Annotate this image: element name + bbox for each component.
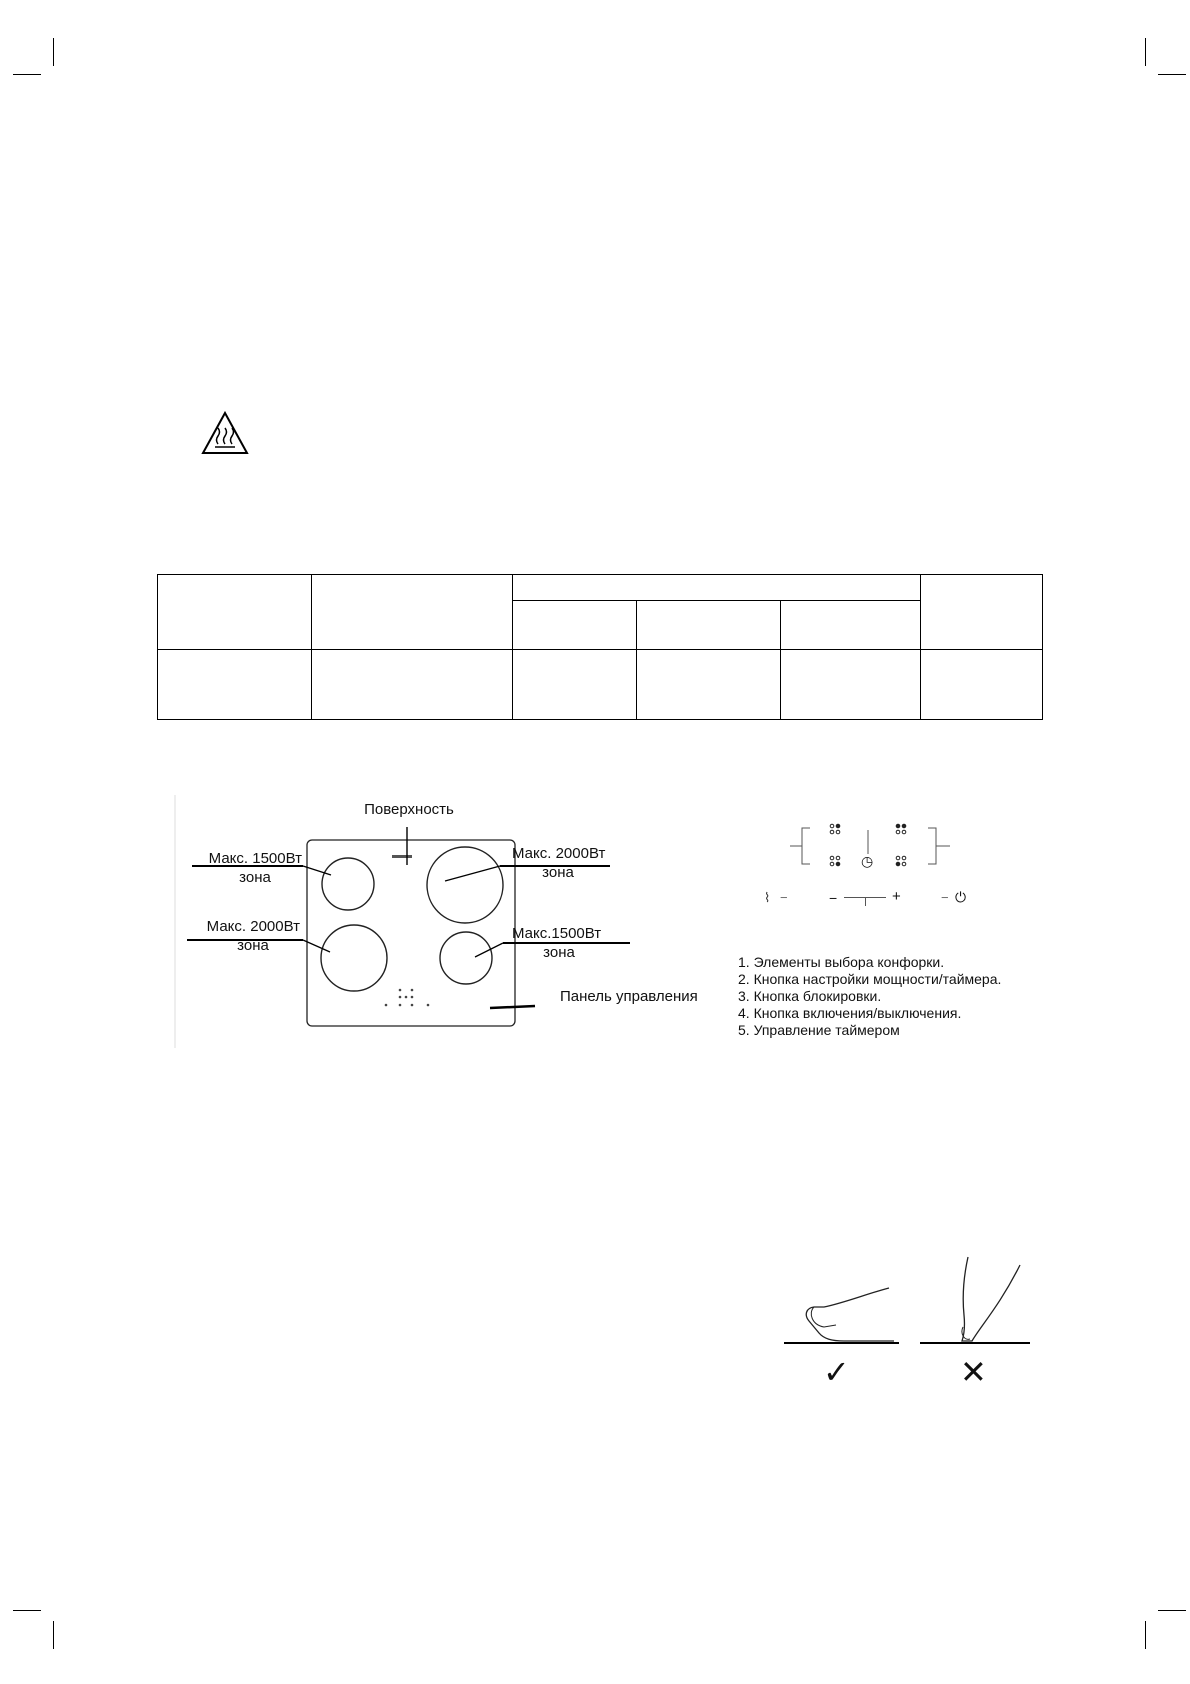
leader-line [445, 866, 500, 881]
cooking-zone-2000-bottom-left [321, 925, 387, 991]
crop-mark [1158, 1610, 1186, 1611]
zone-1500-zone-label: зона [239, 869, 271, 886]
zone-2000-right-zone-label: зона [542, 864, 574, 881]
zone-2000-right-max-label: Макс. 2000Вт [512, 845, 606, 862]
legend-item: 2. Кнопка настройки мощности/таймера. [738, 971, 1002, 987]
slider-tick [865, 897, 866, 906]
zone-1500-right-max-label: Макс.1500Вт [512, 925, 602, 942]
crop-mark [1145, 1621, 1146, 1649]
hob-outline [307, 840, 515, 1026]
table-cell [781, 601, 921, 649]
zone-1500-right-zone-label: зона [543, 944, 575, 961]
table-cell [637, 601, 781, 649]
leader-line [490, 1006, 535, 1008]
table-cell [513, 601, 637, 649]
cooking-zone-1500-top-left [322, 858, 374, 910]
temperature-dash: − [780, 890, 788, 905]
plus-icon: + [892, 888, 901, 905]
table-cell [513, 575, 921, 601]
cooking-zone-2000-top-right [427, 847, 503, 923]
power-icon: ⏻ [955, 889, 967, 905]
surface-label: Поверхность [364, 801, 454, 818]
timer-icon: ◷ [861, 853, 874, 869]
crop-mark [13, 74, 41, 75]
zone-selector-icon [830, 824, 840, 834]
logo-mark [392, 855, 412, 858]
control-panel-label: Панель управления [560, 988, 698, 1005]
control-panel-dots [385, 989, 430, 1007]
zone-selector-icon [896, 824, 906, 834]
correct-check-icon: ✓ [823, 1354, 850, 1390]
table-cell [158, 649, 312, 720]
incorrect-touch-illustration [920, 1255, 1032, 1347]
hot-surface-warning-icon [200, 410, 250, 456]
correct-touch-illustration [784, 1285, 904, 1345]
crop-mark [1145, 38, 1146, 66]
crop-mark [53, 1621, 54, 1649]
specification-table [157, 574, 1043, 720]
zone-1500-max-label: Макс. 1500Вт [208, 850, 302, 867]
incorrect-cross-icon: ✕ [960, 1354, 987, 1390]
crop-mark [53, 38, 54, 66]
zone-selector-icon [896, 856, 906, 866]
table-cell [513, 649, 637, 720]
power-dash: − [941, 890, 949, 905]
zone-2000-left-max-label: Макс. 2000Вт [206, 918, 300, 935]
table-cell [158, 575, 312, 650]
zone-selector-icon [830, 856, 840, 866]
minus-icon: − [829, 890, 838, 906]
table-cell [921, 575, 1043, 650]
table-cell [921, 649, 1043, 720]
table-cell [312, 575, 513, 650]
control-panel-diagram [790, 818, 990, 868]
legend-item: 1. Элементы выбора конфорки. [738, 954, 945, 970]
table-cell [637, 649, 781, 720]
zone-2000-left-zone-label: зона [237, 937, 269, 954]
table-cell [781, 649, 921, 720]
crop-mark [13, 1610, 41, 1611]
legend-item: 3. Кнопка блокировки. [738, 988, 882, 1004]
cooking-zone-1500-bottom-right [440, 932, 492, 984]
legend-item: 4. Кнопка включения/выключения. [738, 1005, 962, 1021]
table-cell [312, 649, 513, 720]
temperature-icon: ⌇ [764, 890, 771, 905]
control-panel-legend [738, 954, 1001, 1039]
crop-mark [1158, 74, 1186, 75]
legend-item: 5. Управление таймером [738, 1022, 900, 1038]
